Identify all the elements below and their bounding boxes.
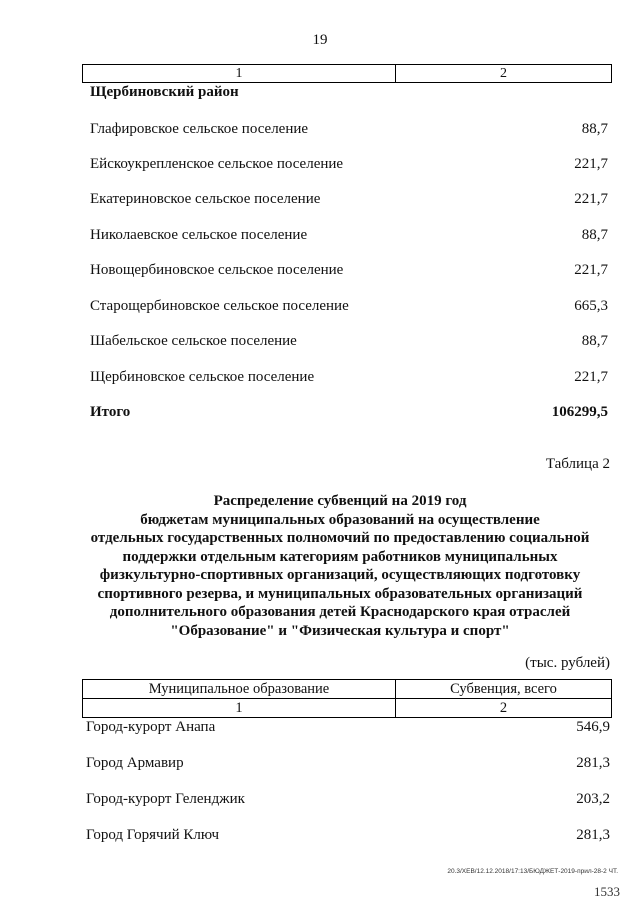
settlement-name: Шабельское сельское поселение: [90, 333, 297, 349]
list-item: [90, 297, 608, 315]
table-row: [86, 718, 610, 736]
list-item: [90, 120, 608, 138]
total-label: Итого: [90, 404, 131, 420]
table-row: [86, 790, 610, 808]
municipality-name: Город-курорт Анапа: [86, 719, 216, 735]
footer-code: 20.3/XEB/12.12.2018/17:13/БЮДЖЕТ-2019-прил-28-2 ЧТ.: [447, 868, 618, 875]
municipality-name: Город Армавир: [86, 755, 184, 771]
list-item: [90, 155, 608, 173]
title-line: бюджетам муниципальных образований на осуществление: [140, 511, 540, 528]
subvention-value: 203,2: [576, 791, 610, 807]
settlement-value: 665,3: [574, 298, 608, 314]
total-row: [90, 403, 608, 421]
settlement-name: Новощербиновское сельское поселение: [90, 262, 344, 278]
settlement-value: 88,7: [581, 227, 608, 243]
title-line: "Образование" и "Физическая культура и спорт": [170, 622, 510, 639]
list-item: [90, 190, 608, 208]
table-title: [60, 492, 620, 640]
subvention-value: 281,3: [576, 827, 610, 843]
settlement-value: 221,7: [574, 156, 608, 172]
settlement-value: 88,7: [581, 333, 608, 349]
settlement-name: Ейскоукрепленское сельское поселение: [90, 156, 344, 172]
title-line: спортивного резерва, и муниципальных образовательных организаций: [97, 585, 583, 602]
settlement-value: 88,7: [581, 121, 608, 137]
header-table: [82, 64, 612, 83]
title-line: отдельных государственных полномочий по предоставлению социальной: [90, 530, 590, 546]
settlement-name: Глафировское сельское поселение: [90, 121, 309, 137]
column-header-municipality: Муниципальное образование: [83, 680, 396, 699]
table-row: [86, 826, 610, 844]
units-label: (тыс. рублей): [525, 655, 610, 671]
subvention-value: 546,9: [576, 719, 610, 735]
header-col-2: 2: [396, 65, 612, 83]
municipality-name: Город Горячий Ключ: [86, 827, 220, 843]
title-line: физкультурно-спортивных организаций, осуществляющих подготовку: [99, 567, 581, 583]
settlement-name: Екатериновское сельское поселение: [90, 191, 321, 207]
settlement-value: 221,7: [574, 369, 608, 385]
settlement-name: Николаевское сельское поселение: [90, 227, 308, 243]
list-item: [90, 368, 608, 386]
title-line: Распределение субвенций на 2019 год: [213, 493, 467, 509]
table-label: Таблица 2: [545, 456, 610, 472]
column-header-subvention: Субвенция, всего: [396, 680, 612, 699]
stamp-number: 1533: [594, 884, 620, 899]
column-number-2: 2: [396, 699, 612, 718]
list-item: [90, 332, 608, 350]
list-item: [90, 226, 608, 244]
municipality-name: Город-курорт Геленджик: [86, 791, 245, 807]
subvention-value: 281,3: [576, 755, 610, 771]
header-col-1: 1: [83, 65, 396, 83]
settlement-name: Щербиновское сельское поселение: [90, 369, 315, 385]
settlement-value: 221,7: [574, 191, 608, 207]
table-row: [86, 754, 610, 772]
page-number: 19: [312, 32, 328, 48]
title-line: дополнительного образования детей Краснодарского края отраслей: [109, 604, 571, 620]
table2-header: [82, 679, 612, 718]
settlement-name: Старощербиновское сельское поселение: [90, 298, 349, 314]
section-title: Щербиновский район: [90, 84, 239, 100]
list-item: [90, 261, 608, 279]
title-line: поддержки отдельным категориям работников муниципальных: [122, 548, 558, 565]
column-number-1: 1: [83, 699, 396, 718]
settlement-value: 221,7: [574, 262, 608, 278]
total-value: 106299,5: [551, 404, 608, 420]
